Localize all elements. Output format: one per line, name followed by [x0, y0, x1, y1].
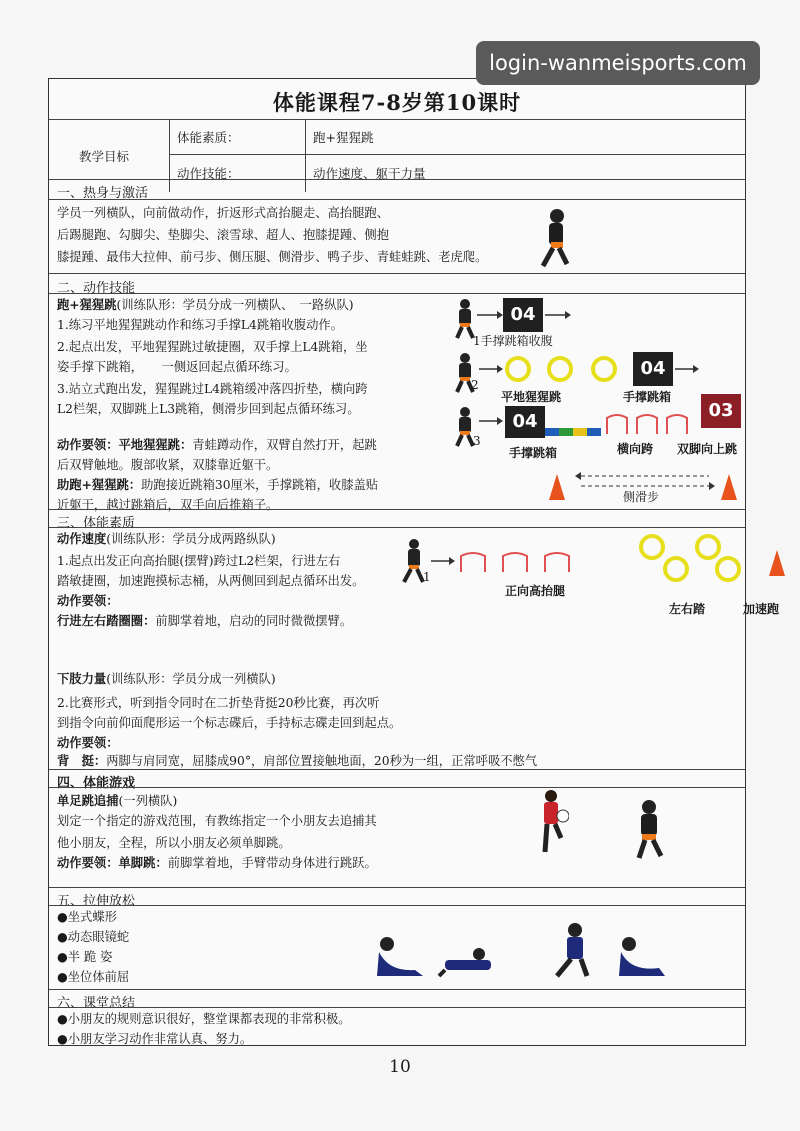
arrow-icon: [479, 416, 503, 426]
folding-mat: [545, 428, 601, 436]
section-6-header: [49, 989, 745, 1009]
stretch-item: ●动态眼镜蛇: [57, 930, 130, 944]
s1-line-1: 学员一列横队，向前做动作，折返形式高抬腿走、高抬腿跑、: [57, 206, 390, 220]
s3-req2-bold: 背 挺：: [57, 753, 107, 768]
jump-box-l3: 03: [701, 394, 741, 428]
goal-key-2: 动作技能：: [177, 166, 240, 181]
s4-line-1: 划定一个指定的游戏范围，有教练指定一个小朋友去追捕其: [57, 814, 377, 828]
s3-head-bold: 动作速度: [57, 531, 107, 546]
s4-line-2: 他小朋友，全程，所以小朋友必须单脚跳。: [57, 836, 291, 850]
section-2-body: [49, 293, 745, 512]
stretch-item: ●坐位体前屈: [57, 970, 130, 984]
lesson-plan-sheet: [48, 78, 780, 1046]
s2-req1-bold: 动作要领：平地猩猩跳：: [57, 437, 193, 452]
section-1-body: [49, 199, 745, 273]
jump-box-l4: 04: [503, 298, 543, 332]
diagram-label-4: 侧滑步: [623, 490, 660, 504]
goal-key-1: 体能素质：: [177, 130, 240, 145]
speed-diagram: [395, 536, 780, 636]
s2-req1-line2: 后双臂触地。腹部收紧，双膝靠近躯干。: [57, 458, 279, 472]
section-6-body: [49, 1007, 745, 1047]
speed-number: 1: [423, 570, 431, 584]
stretch-item: ●坐式蝶形: [57, 910, 117, 924]
child-running-figure: [535, 206, 575, 270]
diagram-label-3b: 横向跨: [617, 442, 654, 456]
goals-label: 教学目标: [79, 149, 130, 164]
s3-req2-title: 动作要领：: [57, 735, 119, 750]
s2-req2-bold: 助跑+猩猩跳：: [57, 477, 142, 492]
drill-diagram: [451, 294, 747, 508]
agility-ring: [663, 556, 689, 582]
agility-ring: [715, 556, 741, 582]
s3-req-title: 动作要领：: [57, 593, 119, 608]
speed-label-2: 左右踏: [669, 602, 706, 616]
stretching-children-illustration: [369, 922, 669, 982]
s4-req-bold: 动作要领：单脚跳：: [57, 855, 168, 870]
watermark-badge: login-wanmeisports.com: [476, 41, 760, 85]
s1-line-3: 膝提踵、最伟大拉伸、前弓步、侧压腿、侧滑步、鸭子步、青蛙蛙跳、老虎爬。: [57, 250, 488, 264]
s2-req2-rest: 助跑接近跳箱30厘米，手撑跳箱，收膝盖贴: [141, 478, 379, 492]
s3-line2-2: 到指令向前仰面爬形运一个标志碟后，手持标志碟走回到起点。: [57, 716, 402, 730]
agility-ring: [591, 356, 617, 382]
section-1-title: 一、热身与激活: [57, 186, 149, 201]
s3-req-bold: 行进左右踏圈圈：: [57, 613, 156, 628]
child-hopping-figure: [535, 788, 569, 858]
s2-line-3: 姿手撑下跳箱， 一侧返回起点循环练习。: [57, 360, 297, 374]
marker-cone: [769, 550, 785, 576]
s3-head2-bold: 下肢力量: [57, 671, 107, 686]
agility-ring: [639, 534, 665, 560]
s1-line-2: 后踢腿跑、勾脚尖、垫脚尖、滚雪球、超人、抱膝提踵、侧抱: [57, 228, 390, 242]
section-3-header: [49, 509, 745, 529]
agility-ring: [695, 534, 721, 560]
s3-head2-rest: (训练队形：学员分成一列横队): [106, 672, 276, 686]
diagram-label-2b: 手撑跳箱: [623, 390, 672, 404]
speed-label-3: 加速跑: [743, 602, 780, 616]
stretch-item: ●半 跪 姿: [57, 950, 113, 964]
goal-value-2: 动作速度、躯干力量: [313, 166, 426, 181]
section-4-header: [49, 769, 745, 789]
section-3-title: 三、体能素质: [57, 516, 136, 531]
s2-line-2: 2.起点出发，平地猩猩跳过敏捷圈，双手撑上L4跳箱，坐: [57, 340, 368, 354]
page-number: 10: [389, 1057, 411, 1077]
summary-item: ●小朋友的规则意识很好，整堂课都表现的非常积极。: [57, 1012, 351, 1026]
s3-line-2: 踏敏捷圈，加速跑摸标志桶，从两侧回到起点循环出发。: [57, 574, 365, 588]
s2-line-4: 3.站立式跑出发，猩猩跳过L4跳箱缓冲落四折垫，横向跨: [57, 382, 368, 396]
s3-req2-rest: 两脚与肩同宽，屈膝成90°，肩部位置接触地面，20秒为一组，正常呼吸不憋气: [106, 754, 538, 768]
arrow-icon: [477, 310, 503, 320]
agility-ring: [505, 356, 531, 382]
s4-head-bold: 单足跳追捕: [57, 793, 119, 808]
agility-ring: [547, 356, 573, 382]
arrow-icon: [545, 310, 571, 320]
s4-req-rest: 前脚掌着地，手臂带动身体进行跳跃。: [167, 856, 377, 870]
section-5-header: [49, 887, 745, 907]
speed-label-1: 正向高抬腿: [505, 584, 566, 598]
s3-head-rest: (训练队形：学员分成两路纵队): [106, 532, 276, 546]
arrow-icon: [431, 556, 455, 566]
section-2-header: [49, 273, 745, 295]
s2-req1-rest: 青蛙蹲动作，双臂自然打开，起跳: [192, 438, 377, 452]
s2-req2-line2: 近躯干，越过跳箱后，双手向后推箱子。: [57, 498, 279, 512]
hurdle-row: [457, 548, 587, 574]
s2-line-5: L2栏架，双脚跳上L3跳箱，侧滑步回到起点循环练习。: [57, 402, 360, 416]
marker-cone: [721, 474, 737, 500]
marker-cone: [549, 474, 565, 500]
diagram-label-1: 1手撑跳箱收腹: [473, 334, 553, 348]
section-5-body: [49, 905, 745, 989]
s2-line-1: 1.练习平地猩猩跳动作和练习手撑L4跳箱收腹动作。: [57, 318, 343, 332]
section-3-body: [49, 527, 780, 769]
goal-value-1: 跑+猩猩跳: [313, 130, 374, 145]
hurdle-row: [603, 410, 699, 436]
jump-box-l4: 04: [505, 406, 545, 438]
child-running-figure: [629, 798, 669, 862]
s2-head-bold: 跑+猩猩跳: [57, 297, 117, 312]
arrow-icon: [675, 364, 699, 374]
section-2-title: 二、动作技能: [57, 281, 136, 296]
section-1-header: [49, 179, 745, 199]
page-title: 体能课程7-8岁第10课时: [272, 90, 522, 115]
s3-req-rest: 前脚掌着地，启动的同时微微摆臂。: [155, 614, 353, 628]
s3-line2-1: 2.比赛形式，听到指令同时在二折垫背挺20秒比赛，再次听: [57, 696, 380, 710]
section-4-body: [49, 787, 745, 887]
section-6-title: 六、课堂总结: [57, 996, 136, 1011]
jump-box-l4: 04: [633, 352, 673, 386]
section-5-title: 五、拉伸放松: [57, 894, 136, 909]
diagram-label-3c: 双脚向上跳: [677, 442, 738, 456]
s2-head-rest: (训练队形：学员分成一列横队、 一路纵队): [116, 298, 354, 312]
summary-item: ●小朋友学习动作非常认真、努力。: [57, 1032, 253, 1046]
arrow-icon: [479, 364, 503, 374]
diagram-number-3: 3: [473, 434, 481, 448]
section-4-title: 四、体能游戏: [57, 776, 136, 791]
s4-head-rest: (一列横队): [118, 794, 178, 808]
diagram-label-3a: 手撑跳箱: [509, 446, 558, 460]
diagram-number-2: 2: [471, 378, 479, 392]
s3-line-1: 1.起点出发正向高抬腿(摆臂)跨过L2栏架，行进左右: [57, 554, 341, 568]
diagram-label-2a: 平地猩猩跳: [501, 390, 562, 404]
